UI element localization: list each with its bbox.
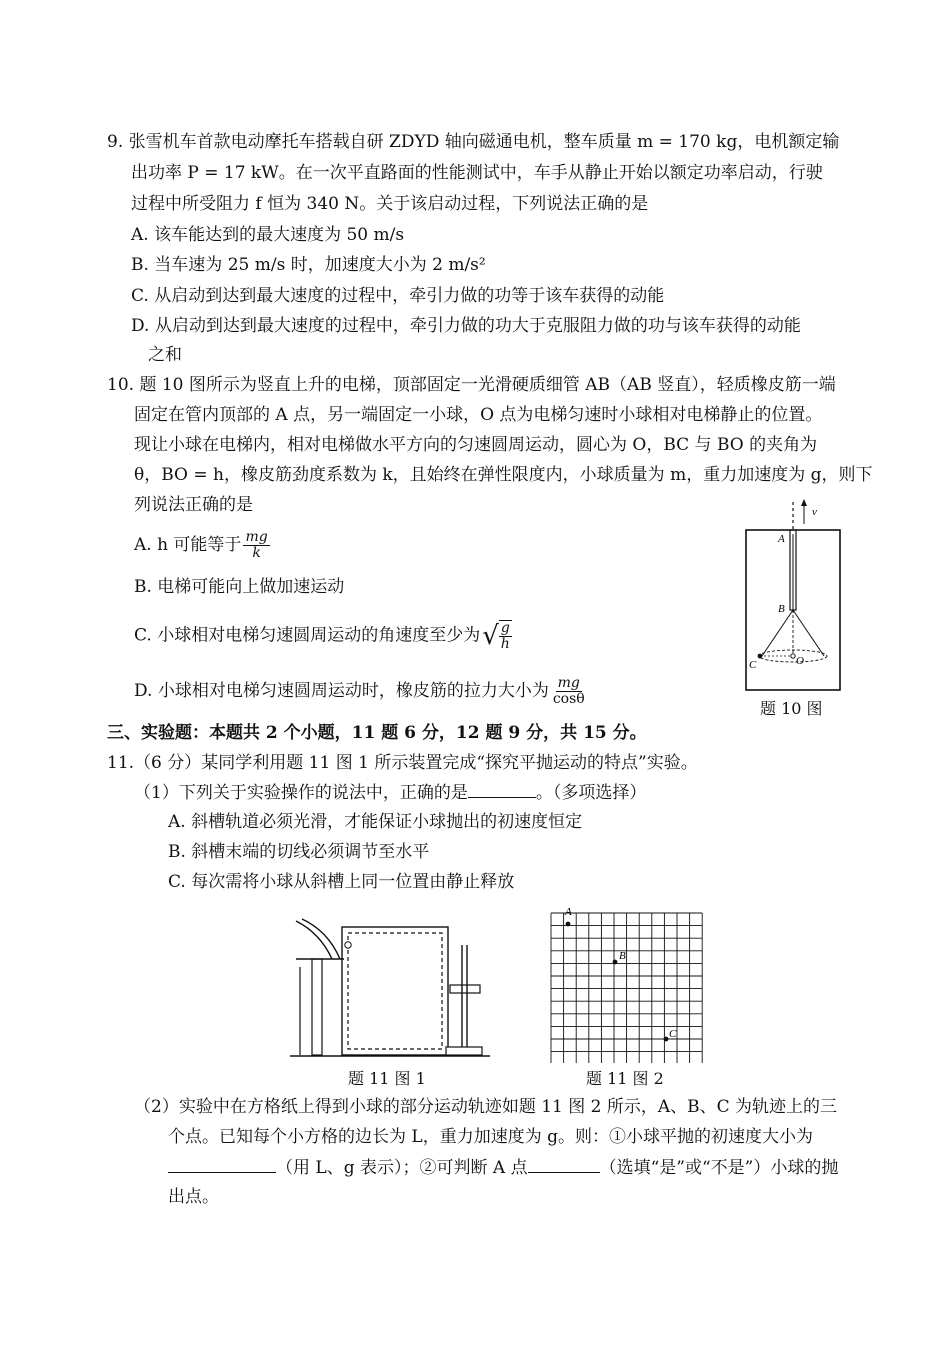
q9-stem-line-3: 过程中所受阻力 f 恒为 340 N。关于该启动过程，下列说法正确的是 xyxy=(131,194,649,214)
point-c-label: C xyxy=(749,659,757,671)
q10-option-a-text: A. h 可能等于 xyxy=(134,535,242,555)
grid-point-c-label: C xyxy=(669,1028,677,1040)
q11-option-b: B. 斜槽末端的切线必须调节至水平 xyxy=(168,842,430,862)
q11-part1-text: （1）下列关于实验操作的说法中，正确的是 xyxy=(134,783,468,803)
q9-option-d: D. 从启动到达到最大速度的过程中，牵引力做的功大于克服阻力做的功与该车获得的动能 xyxy=(131,316,801,336)
q11-part1-tail: 。（多项选择） xyxy=(535,783,647,803)
q11-figure1-caption: 题 11 图 1 xyxy=(348,1069,426,1088)
fraction-denominator: h xyxy=(500,636,510,652)
q10-option-c xyxy=(134,620,514,652)
q9-option-c: C. 从启动到达到最大速度的过程中，牵引力做的功等于该车获得的动能 xyxy=(131,286,665,306)
q10-stem-line-3: 现让小球在电梯内，相对电梯做水平方向的匀速圆周运动，圆心为 O，BC 与 BO 的夹角为 xyxy=(134,435,818,455)
q10-option-d-fraction xyxy=(551,676,587,707)
q10-stem-line-2: 固定在管内顶部的 A 点，另一端固定一小球，O 点为电梯匀速时小球相对电梯静止的位置。 xyxy=(134,405,823,425)
q10-option-a xyxy=(134,530,272,561)
q11-part2-line-1: （2）实验中在方格纸上得到小球的部分运动轨迹如题 11 图 2 所示，A、B、C 为轨迹上的三 xyxy=(134,1097,838,1117)
fraction-numerator: g xyxy=(500,620,510,636)
fraction-denominator: cosθ xyxy=(552,691,585,707)
grid-point-b-label: B xyxy=(619,950,626,962)
q10-option-a-fraction xyxy=(243,530,269,561)
q11-figure2-caption: 题 11 图 2 xyxy=(586,1069,664,1088)
q10-option-c-text: C. 小球相对电梯匀速圆周运动的角速度至少为 xyxy=(134,625,481,646)
q10-option-d xyxy=(134,676,589,707)
grid-point-a-label: A xyxy=(565,906,572,918)
point-a-label: A xyxy=(778,533,785,545)
q11-part2-line-3 xyxy=(168,1156,838,1179)
point-b-label: B xyxy=(778,603,785,615)
q10-option-c-sqrt xyxy=(482,620,514,652)
q9-stem-line-1: 9. 张雪机车首款电动摩托车搭载自研 ZDYD 轴向磁通电机，整车质量 m = 170 kg，电机额定输 xyxy=(107,132,840,152)
q10-option-c-fraction xyxy=(499,620,512,652)
q11-part2-line-2: 个点。已知每个小方格的边长为 L，重力加速度为 g。则：①小球平抛的初速度大小为 xyxy=(168,1127,813,1147)
q10-stem-line-1: 10. 题 10 图所示为竖直上升的电梯，顶部固定一光滑硬质细管 AB（AB 竖直），轻质橡皮筋一端 xyxy=(107,375,836,395)
q11-part2-line-4: 出点。 xyxy=(168,1187,219,1207)
velocity-label: v xyxy=(812,506,817,518)
radical-sign: √ xyxy=(482,621,499,651)
q11-stem: 11.（6 分）某同学利用题 11 图 1 所示装置完成“探究平抛运动的特点”实验。 xyxy=(107,753,698,773)
q10-figure-caption: 题 10 图 xyxy=(760,699,823,718)
q10-option-b: B. 电梯可能向上做加速运动 xyxy=(134,577,345,597)
q10-stem-line-5: 列说法正确的是 xyxy=(134,495,253,515)
q11-part2-line-3a: （用 L、g 表示）；②可判断 A 点 xyxy=(276,1158,528,1178)
answer-blank[interactable] xyxy=(468,781,536,798)
q9-stem-line-2: 出功率 P = 17 kW。在一次平直路面的性能测试中，车手从静止开始以额定功率启动，行驶 xyxy=(131,163,823,183)
section-3-heading: 三、实验题：本题共 2 个小题，11 题 6 分，12 题 9 分，共 15 分。 xyxy=(107,723,647,743)
q11-apparatus-figure xyxy=(290,915,490,1063)
answer-blank[interactable] xyxy=(528,1156,600,1173)
fraction-numerator: mg xyxy=(557,675,580,691)
q10-option-d-text: D. 小球相对电梯匀速圆周运动时，橡皮筋的拉力大小为 xyxy=(134,681,549,701)
q9-option-a: A. 该车能达到的最大速度为 50 m/s xyxy=(131,225,405,245)
q9-option-b: B. 当车速为 25 m/s 时，加速度大小为 2 m/s² xyxy=(131,255,486,275)
q11-part2-line-3b: （选填“是”或“不是”）小球的抛 xyxy=(599,1158,839,1178)
fraction-denominator: k xyxy=(252,545,261,561)
fraction-numerator: mg xyxy=(245,529,268,545)
q11-option-a: A. 斜槽轨道必须光滑，才能保证小球抛出的初速度恒定 xyxy=(168,812,583,832)
answer-blank[interactable] xyxy=(168,1156,276,1173)
q10-elevator-figure xyxy=(738,498,848,694)
q11-grid-figure xyxy=(545,905,705,1063)
point-o-label: O xyxy=(796,655,804,667)
q9-option-d-cont: 之和 xyxy=(148,345,182,365)
q11-part1 xyxy=(134,781,646,804)
q10-stem-line-4: θ，BO = h，橡皮筋劲度系数为 k，且始终在弹性限度内，小球质量为 m，重力加速度为 g，则下 xyxy=(134,465,873,485)
q11-option-c: C. 每次需将小球从斜槽上同一位置由静止释放 xyxy=(168,872,515,892)
